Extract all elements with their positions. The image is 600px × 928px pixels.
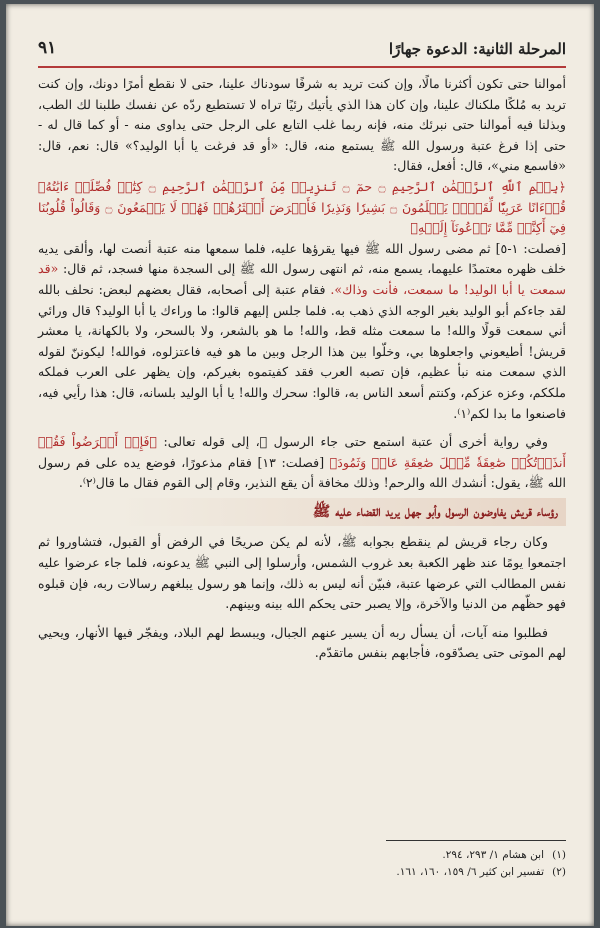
footnote-1 bbox=[38, 847, 566, 864]
running-title: المرحلة الثانية: الدعوة جهارًا bbox=[388, 40, 566, 58]
section-heading: رؤساء قريش يفاوضون الرسول وأبو جهل يريد القضاء عليه ﷺ bbox=[38, 498, 566, 527]
header-rule bbox=[38, 66, 566, 68]
paragraph-2-part-c: فقام عتبة إلى أصحابه، فقال بعضهم لبعض: نحلف بالله لقد جاءكم أبو الوليد بغير الوجه الذي ذهب به. فلما جلس إليهم قالوا: ما وراءك يا أبا الوليد؟ قال ورائي أني سمعت قولًا والله! ما سمعت مثله قط، والله! ما هو بالشعر، ولا بالسحر، ولا بالكهانة، يا معشر قريش! أطيعوني واجعلوها بي، وخلّوا بين هذا الرجل وبين ما هو فيه فاعتزلوه، فوالله! ليكوننّ لقوله الذي سمعت منه نبأ عظيم، فإن تصبه العرب فقد كفيتموه بغيركم، وإن يظهر على العرب فملكه ملككم، وعزه عزكم، وكنتم أسعد الناس به، قالوا: سحرك والله! يا أبا الوليد بلسانه، قال: هذا رأيي فيه، فاصنعوا ما بدا لكم⁽١⁾. bbox=[38, 281, 567, 421]
book-page bbox=[6, 4, 594, 926]
main-text bbox=[38, 74, 566, 664]
page-header bbox=[38, 32, 566, 58]
paragraph-2 bbox=[38, 239, 566, 424]
footnote-number: (٢) bbox=[552, 866, 566, 878]
paragraph-3-part-a: وفي رواية أخرى أن عتبة استمع حتى جاء الرسول ﷺ، إلى قوله تعالى: bbox=[163, 434, 548, 450]
spacer bbox=[38, 424, 566, 432]
paragraph-4: وكان رجاء قريش لم ينقطع بجوابه ﷺ، لأنه لم يكن صريحًا في الرفض أو القبول، فتشاوروا ثم اجتمعوا يومًا عند ظهر الكعبة بعد غروب الشمس، وأرسلوا إلى النبي ﷺ يدعونه، فلما جاء عرضوا عليه نفس المطالب التي عرضها عتبة، فبيّن أنه ليس به ذلك، وإنما هو رسول يبلغهم رسالات ربه، فإن قبلوه فهو حظّهم من الدنيا والآخرة، وإلا يصبر حتى يحكم الله بينه وبينهم. bbox=[38, 534, 566, 612]
paragraph-3-part-b: [فصلت: ١٣] فقام مذعورًا، فوضع يده على فم رسول الله ﷺ، يقول: أنشدك الله والرحم! وذلك مخافة أن يقع النذير، وقام إلى القوم فقال ما قال⁽٢⁾. bbox=[38, 454, 566, 491]
footnotes bbox=[38, 840, 566, 881]
page-number: ٩١ bbox=[38, 38, 57, 58]
paragraph-2-part-a: [فصلت: ١-٥] ثم مضى رسول الله ﷺ فيها يقرؤها عليه، فلما سمعها منه عتبة أنصت لها، وألقى يديه خلف ظهره معتمدًا عليهما، يسمع منه، ثم انتهى رسول الله ﷺ إلى السجدة منها فسجد، ثم قال: bbox=[38, 240, 566, 277]
quran-verse-1: ﴿بِسۡمِ ٱللَّهِ ٱلرَّحۡمَٰنِ ٱلرَّحِيمِ ۝ حمٓ ۝ تَنزِيلٞ مِّنَ ٱلرَّحۡمَٰنِ ٱلرَّحِيمِ ۝ كِتَٰبٞ فُصِّلَتۡ ءَايَٰتُهُۥ قُرۡءَانًا عَرَبِيّٗا لِّقَوۡمٖ يَعۡلَمُونَ ۝ بَشِيرٗا وَنَذِيرٗا فَأَعۡرَضَ أَكۡثَرُهُمۡ فَهُمۡ لَا يَسۡمَعُونَ ۝ وَقَالُواْ قُلُوبُنَا فِيٓ أَكِنَّةٖ مِّمَّا تَدۡعُونَآ إِلَيۡهِ﴾ bbox=[38, 178, 566, 236]
footnote-rule bbox=[386, 840, 566, 841]
spacer bbox=[38, 615, 566, 623]
footnote-text: ابن هشام ١/ ٢٩٣، ٢٩٤. bbox=[442, 849, 544, 861]
paragraph-3 bbox=[38, 432, 566, 494]
quran-verse-2: ﴿فَإِنۡ أَعۡرَضُواْ فَقُلۡ أَنذَرۡتُكُمۡ صَٰعِقَةٗ مِّثۡلَ صَٰعِقَةِ عَادٖ وَثَمُودَ﴾ bbox=[38, 434, 566, 470]
paragraph-5: فطلبوا منه آيات، أن يسأل ربه أن يسير عنهم الجبال، ويبسط لهم البلاد، ويفجّر فيها الأنهار، ويحيي لهم الموتى حتى يصدّقوه، فأجابهم بنفس ماتقدّم. bbox=[38, 624, 566, 661]
footnote-number: (١) bbox=[552, 849, 566, 861]
paragraph-1: أموالنا حتى تكون أكثرنا مالًا، وإن كنت تريد به شرفًا سودناك علينا، حتى لا نقطع أمرًا دونك، وإن كنت تريد به مُلكًا ملكناك علينا، وإن كان هذا الذي يأتيك رئيًا تراه لا تستطيع ردّه عن نفسك طلبنا لك الطب، وبذلنا فيه أموالنا حتى نبرئك منه، فإنه ربما غلب التابع على الرجل حتى يداوى منه - أو كما قال له - حتى إذا فرغ عتبة ورسول الله ﷺ يستمع منه، قال: «أو قد فرغت يا أبا الوليد؟» قال: نعم، قال: «فاسمع مني»، قال: أفعل، فقال: bbox=[38, 76, 566, 174]
footnote-2 bbox=[38, 864, 566, 881]
footnote-text: تفسير ابن كثير ٦/ ١٥٩، ١٦٠، ١٦١. bbox=[396, 866, 544, 878]
paragraph-2-quote: «قد سمعت يا أبا الوليد! ما سمعت، فأنت وذاك». bbox=[38, 261, 567, 297]
